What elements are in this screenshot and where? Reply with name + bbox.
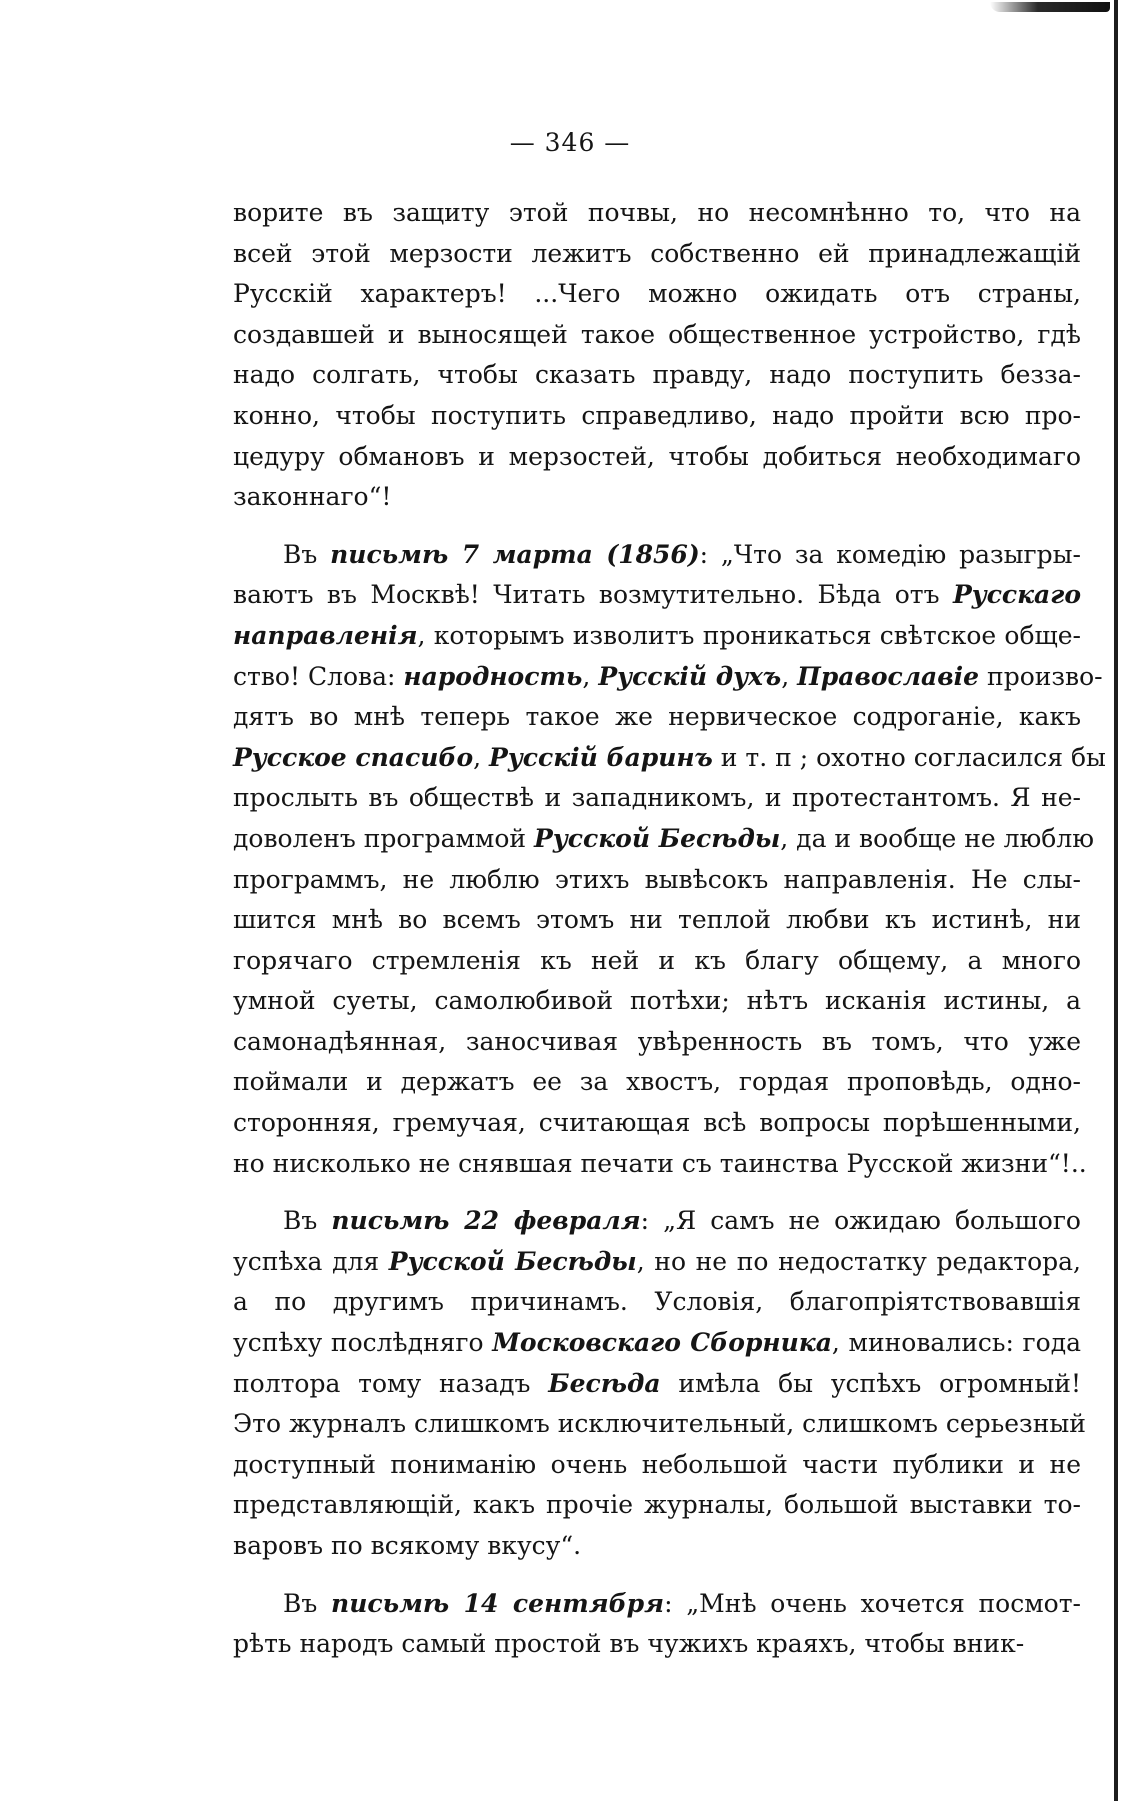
- text-line: цедуру обмановъ и мерзостей, чтобы добиться необходимаго: [233, 441, 1081, 471]
- italic-reference: народность: [403, 661, 583, 691]
- italic-reference: Русскій духъ: [598, 661, 782, 691]
- paragraph-4: [233, 1584, 1081, 1665]
- text-line: но нисколько не снявшая печати съ таинства Русской жизни“!..: [233, 1148, 1087, 1178]
- text-line: горячаго стремленія къ ней и къ благу общему, а много: [233, 945, 1081, 975]
- text-line: а по другимъ причинамъ. Условія, благопріятствовавшія: [233, 1287, 1081, 1317]
- text-line: дятъ во мнѣ теперь такое же нервическое содроганіе, какъ: [233, 702, 1081, 732]
- text-line: прослыть въ обществѣ и западникомъ, и протестантомъ. Я не-: [233, 783, 1081, 813]
- scan-artifact: [990, 2, 1110, 12]
- text-line: конно, чтобы поступить справедливо, надо пройти всю про-: [233, 400, 1081, 430]
- paragraph-2: [233, 535, 1106, 1185]
- text-line: Это журналъ слишкомъ исключительный, слишкомъ серьезный: [233, 1409, 1086, 1439]
- italic-reference: письмѣ 14 сентября: [331, 1588, 665, 1618]
- text-line: полтора тому назадъ Бесѣда имѣла бы успѣхъ огромный!: [233, 1368, 1081, 1398]
- text-line: Въ письмѣ 7 марта (1856): „Что за комедію разыгры-: [283, 539, 1082, 569]
- text-line: успѣху послѣдняго Московскаго Сборника, миновались: года: [233, 1328, 1081, 1358]
- text-line: Въ письмѣ 22 февраля: „Я самъ не ожидаю большого: [283, 1206, 1081, 1236]
- page-edge-shadow: [1114, 0, 1118, 1801]
- text-line: ворите въ защиту этой почвы, но несомнѣнно то, что на: [233, 198, 1081, 227]
- text-line: рѣть народъ самый простой въ чужихъ краяхъ, чтобы вник-: [233, 1629, 1025, 1659]
- text-line: надо солгать, чтобы сказать правду, надо поступить безза-: [233, 360, 1081, 390]
- text-line: ство! Слова: народность, Русскій духъ, Православіе произво-: [233, 661, 1103, 691]
- text-line: сторонняя, гремучая, считающая всѣ вопросы порѣшенными,: [233, 1108, 1081, 1138]
- italic-reference: направленія: [233, 620, 418, 650]
- italic-reference: Русской Бесѣды: [534, 823, 781, 853]
- text-line: представляющій, какъ прочіе журналы, большой выставки то-: [233, 1490, 1081, 1520]
- text-line: создавшей и выносящей такое общественное устройство, гдѣ: [233, 319, 1081, 349]
- italic-reference: Русской Бесѣды: [388, 1246, 637, 1276]
- italic-reference: Русское спасибо: [233, 742, 474, 772]
- text-line: Въ письмѣ 14 сентября: „Мнѣ очень хочется посмот-: [283, 1588, 1081, 1618]
- text-line: доволенъ программой Русской Бесѣды, да и вообще не люблю: [233, 823, 1094, 853]
- text-line: направленія, которымъ изволитъ проникаться свѣтское обще-: [233, 620, 1081, 650]
- italic-reference: Православіе: [797, 661, 980, 691]
- italic-reference: Русскаго: [952, 580, 1081, 610]
- page-number: — 346 —: [509, 128, 631, 157]
- text-line: самонадѣянная, заносчивая увѣренность въ томъ, что уже: [233, 1026, 1081, 1056]
- text-line: поймали и держатъ ее за хвостъ, гордая проповѣдь, одно-: [233, 1067, 1081, 1097]
- italic-reference: письмѣ 22 февраля: [331, 1206, 641, 1236]
- text-line: успѣха для Русской Бесѣды, но не по недостатку редактора,: [233, 1246, 1081, 1276]
- text-line: программъ, не люблю этихъ вывѣсокъ направленія. Не слы-: [233, 864, 1081, 894]
- italic-reference: Русскій баринъ: [489, 742, 713, 772]
- text-line: шится мнѣ во всемъ этомъ ни теплой любви къ истинѣ, ни: [233, 905, 1081, 935]
- italic-reference: письмѣ 7 марта (1856): [330, 539, 700, 569]
- text-line: Русскій характеръ! ...Чего можно ожидать отъ страны,: [233, 279, 1081, 309]
- text-line: доступный пониманію очень небольшой части публики и не: [233, 1449, 1081, 1479]
- paragraph-1: [233, 193, 1081, 518]
- text-line: законнаго“!: [233, 482, 392, 512]
- text-line: всей этой мерзости лежитъ собственно ей принадлежащій: [233, 238, 1081, 268]
- text-line: варовъ по всякому вкусу“.: [233, 1531, 582, 1560]
- italic-reference: Московскаго Сборника: [492, 1328, 832, 1358]
- text-body: [233, 193, 1106, 1665]
- text-line: ваютъ въ Москвѣ! Читать возмутительно. Бѣда отъ Русскаго: [233, 580, 1081, 610]
- italic-reference: Бесѣда: [548, 1368, 661, 1398]
- text-line: умной суеты, самолюбивой потѣхи; нѣтъ исканія истины, а: [233, 986, 1081, 1016]
- paragraph-3: [233, 1201, 1086, 1566]
- text-line: Русское спасибо, Русскій баринъ и т. п ; охотно согласился бы: [233, 742, 1106, 772]
